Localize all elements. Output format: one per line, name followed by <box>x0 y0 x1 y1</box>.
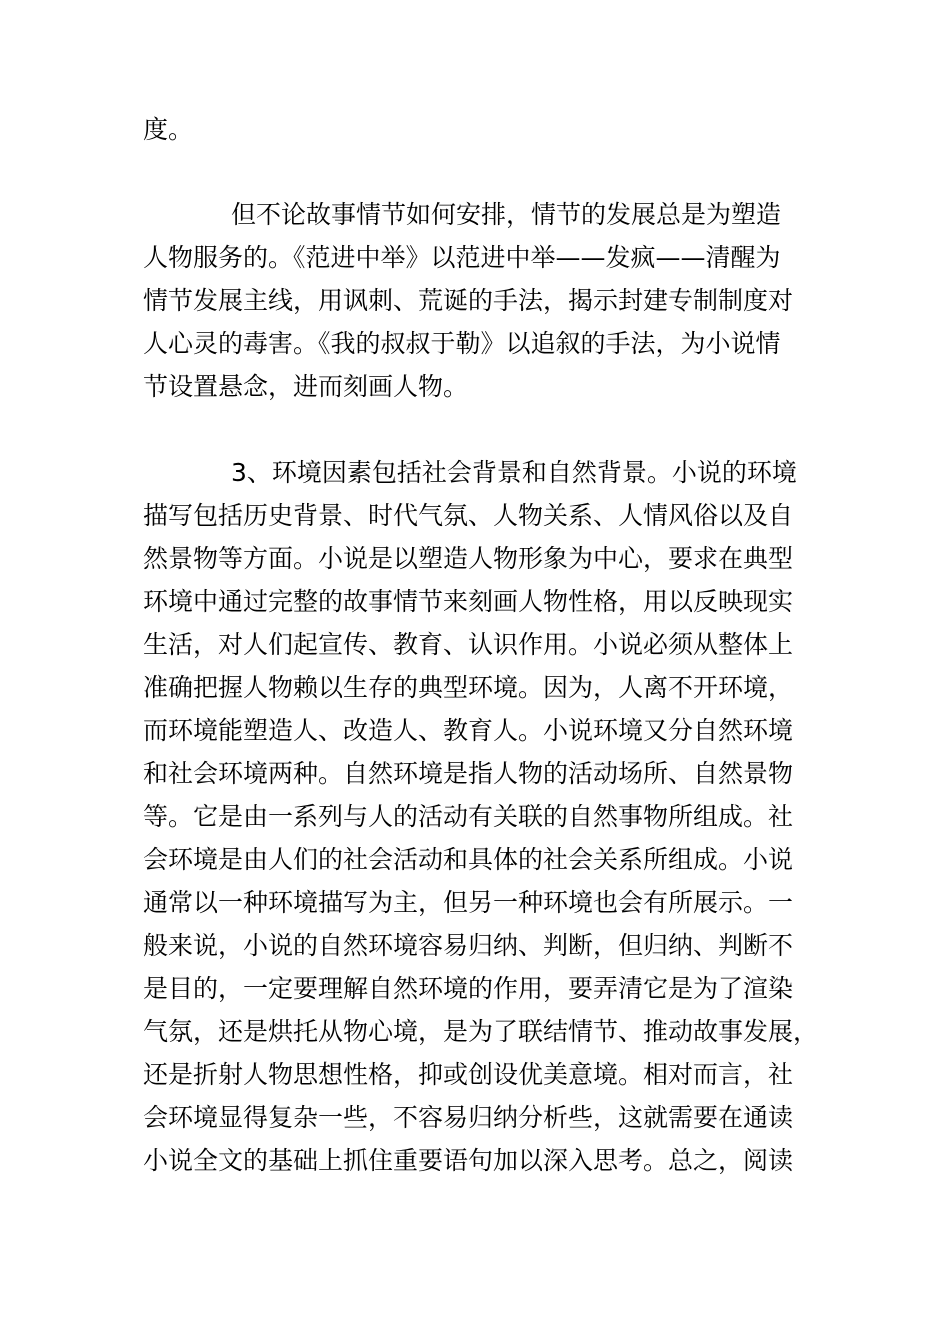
text-line: 是目的，一定要理解自然环境的作用，要弄清它是为了渲染 <box>143 974 794 1003</box>
text-line: 3、环境因素包括社会背景和自然背景。小说的环境 <box>231 458 797 487</box>
paragraph-continuation <box>143 108 823 151</box>
text-line: 会环境是由人们的社会活动和具体的社会关系所组成。小说 <box>143 845 794 874</box>
text-line: 人物服务的。《范进中举》以范进中举——发疯——清醒为 <box>143 243 781 272</box>
paragraph-plot-serves-character <box>143 193 823 408</box>
text-line: 般来说，小说的自然环境容易归纳、判断，但归纳、判断不 <box>143 931 794 960</box>
text-line: 会环境显得复杂一些，不容易归纳分析些，这就需要在通读 <box>143 1103 794 1132</box>
text-line: 小说全文的基础上抓住重要语句加以深入思考。总之，阅读 <box>143 1146 794 1175</box>
text-line: 通常以一种环境描写为主，但另一种环境也会有所展示。一 <box>143 888 794 917</box>
text-line: 但不论故事情节如何安排，情节的发展总是为塑造 <box>231 200 782 229</box>
text-line: 等。它是由一系列与人的活动有关联的自然事物所组成。社 <box>143 802 794 831</box>
paragraph-environment-factors <box>143 451 823 1182</box>
text-line: 节设置悬念，进而刻画人物。 <box>143 372 469 401</box>
text-line: 和社会环境两种。自然环境是指人物的活动场所、自然景物 <box>143 759 794 788</box>
text-line: 而环境能塑造人、改造人、教育人。小说环境又分自然环境 <box>143 716 794 745</box>
text-line: 还是折射人物思想性格，抑或创设优美意境。相对而言，社 <box>143 1060 794 1089</box>
text-line: 描写包括历史背景、时代气氛、人物关系、人情风俗以及自 <box>143 501 794 530</box>
text-line: 度。 <box>143 115 194 144</box>
text-line: 准确把握人物赖以生存的典型环境。因为，人离不开环境， <box>143 673 794 702</box>
text-line: 情节发展主线，用讽刺、荒诞的手法，揭示封建专制制度对 <box>143 286 794 315</box>
text-line: 气氛，还是烘托从物心境，是为了联结情节、推动故事发展， <box>143 1017 819 1046</box>
text-line: 人心灵的毒害。《我的叔叔于勒》以追叙的手法，为小说情 <box>143 329 781 358</box>
text-line: 环境中通过完整的故事情节来刻画人物性格，用以反映现实 <box>143 587 794 616</box>
text-line: 然景物等方面。小说是以塑造人物形象为中心，要求在典型 <box>143 544 794 573</box>
text-line: 生活，对人们起宣传、教育、认识作用。小说必须从整体上 <box>143 630 794 659</box>
